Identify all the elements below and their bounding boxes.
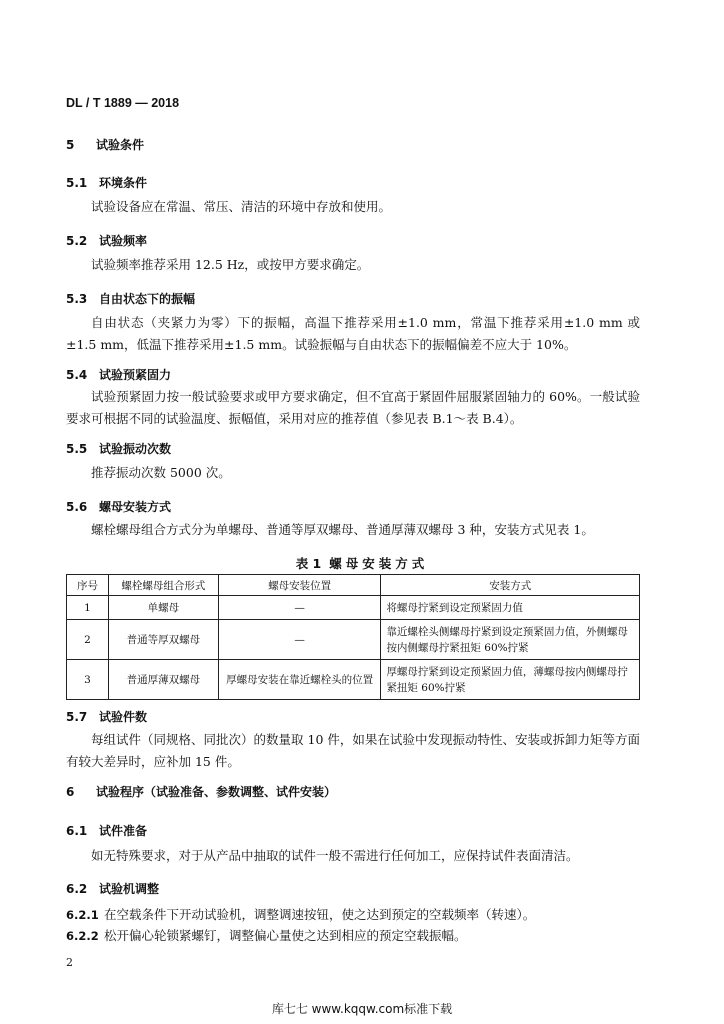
table-row [67, 596, 640, 620]
table-cell: 将螺母拧紧到设定预紧固力值 [381, 596, 640, 620]
table-cell: 厚螺母拧紧到设定预紧固力值，薄螺母按内侧螺母拧紧扭矩 60%拧紧 [381, 660, 640, 700]
nut-installation-table [66, 574, 640, 700]
table-cell: 单螺母 [108, 596, 218, 620]
section-5-heading: 5 试验条件 [66, 138, 145, 152]
section-5-5-heading: 5.5 试验振动次数 [66, 442, 172, 456]
section-6-1-heading: 6.1 试件准备 [66, 824, 148, 838]
section-5-6-heading: 5.6 螺母安装方式 [66, 500, 172, 514]
col-header-method: 安装方式 [381, 575, 640, 596]
table-cell: 厚螺母安装在靠近螺栓头的位置 [218, 660, 381, 700]
table-row [67, 620, 640, 660]
section-5-4-heading: 5.4 试验预紧固力 [66, 368, 172, 382]
section-5-6-text: 螺栓螺母组合方式分为单螺母、普通等厚双螺母、普通厚薄双螺母 3 种，安装方式见表 1。 [91, 522, 594, 537]
step-6-2-1: 6.2.1 在空载条件下开动试验机，调整调速按钮，使之达到预定的空载频率（转速）。 [66, 907, 536, 922]
section-5-5-text: 推荐振动次数 5000 次。 [91, 465, 231, 480]
section-5-2-heading: 5.2 试验频率 [66, 234, 148, 248]
section-6-1-text: 如无特殊要求，对于从产品中抽取的试件一般不需进行任何加工，应保持试件表面清洁。 [91, 848, 579, 863]
section-5-4-text: 试验预紧固力按一般试验要求或甲方要求确定，但不宜高于紧固件屈服紧固轴力的 60%。一般试验要求可根据不同的试验温度、振幅值，采用对应的推荐值（参见表 B.1～表 B.4）。 [66, 389, 640, 426]
section-5-7-heading: 5.7 试验件数 [66, 710, 148, 724]
table-cell: 1 [67, 596, 109, 620]
table-cell: 普通等厚双螺母 [108, 620, 218, 660]
footer-watermark: 库七七 www.kqqw.com标准下载 [271, 1002, 453, 1016]
col-header-position: 螺母安装位置 [218, 575, 381, 596]
table-header-row [67, 575, 640, 596]
table-1-caption: 表 1 螺母安装方式 [295, 556, 429, 571]
col-header-number: 序号 [67, 575, 109, 596]
section-6-2-heading: 6.2 试验机调整 [66, 882, 160, 896]
section-5-3-heading: 5.3 自由状态下的振幅 [66, 292, 196, 306]
section-5-7-text: 每组试件（同规格、同批次）的数量取 10 件，如果在试验中发现振动特性、安装或拆卸力矩等方面有较大差异时，应补加 15 件。 [66, 732, 640, 769]
table-cell: 靠近螺栓头侧螺母拧紧到设定预紧固力值，外侧螺母按内侧螺母拧紧扭矩 60%拧紧 [381, 620, 640, 660]
document-id: DL / T 1889 — 2018 [66, 96, 180, 110]
table-cell: 2 [67, 620, 109, 660]
section-5-3-text: 自由状态（夹紧力为零）下的振幅，高温下推荐采用±1.0 mm，常温下推荐采用±1.0 mm 或±1.5 mm，低温下推荐采用±1.5 mm。试验振幅与自由状态下的振幅偏差不应大于 10%。 [66, 315, 640, 352]
table-cell: — [218, 596, 381, 620]
table-cell: 普通厚薄双螺母 [108, 660, 218, 700]
section-6-heading: 6 试验程序（试验准备、参数调整、试件安装） [66, 785, 337, 799]
section-5-2-text: 试验频率推荐采用 12.5 Hz，或按甲方要求确定。 [91, 257, 370, 272]
step-6-2-2: 6.2.2 松开偏心轮锁紧螺钉，调整偏心量使之达到相应的预定空载振幅。 [66, 928, 467, 943]
section-5-1-text: 试验设备应在常温、常压、清洁的环境中存放和使用。 [91, 199, 392, 214]
table-cell: 3 [67, 660, 109, 700]
page-number: 2 [66, 956, 73, 969]
col-header-combination: 螺栓螺母组合形式 [108, 575, 218, 596]
section-5-1-heading: 5.1 环境条件 [66, 176, 148, 190]
table-cell: — [218, 620, 381, 660]
table-row [67, 660, 640, 700]
